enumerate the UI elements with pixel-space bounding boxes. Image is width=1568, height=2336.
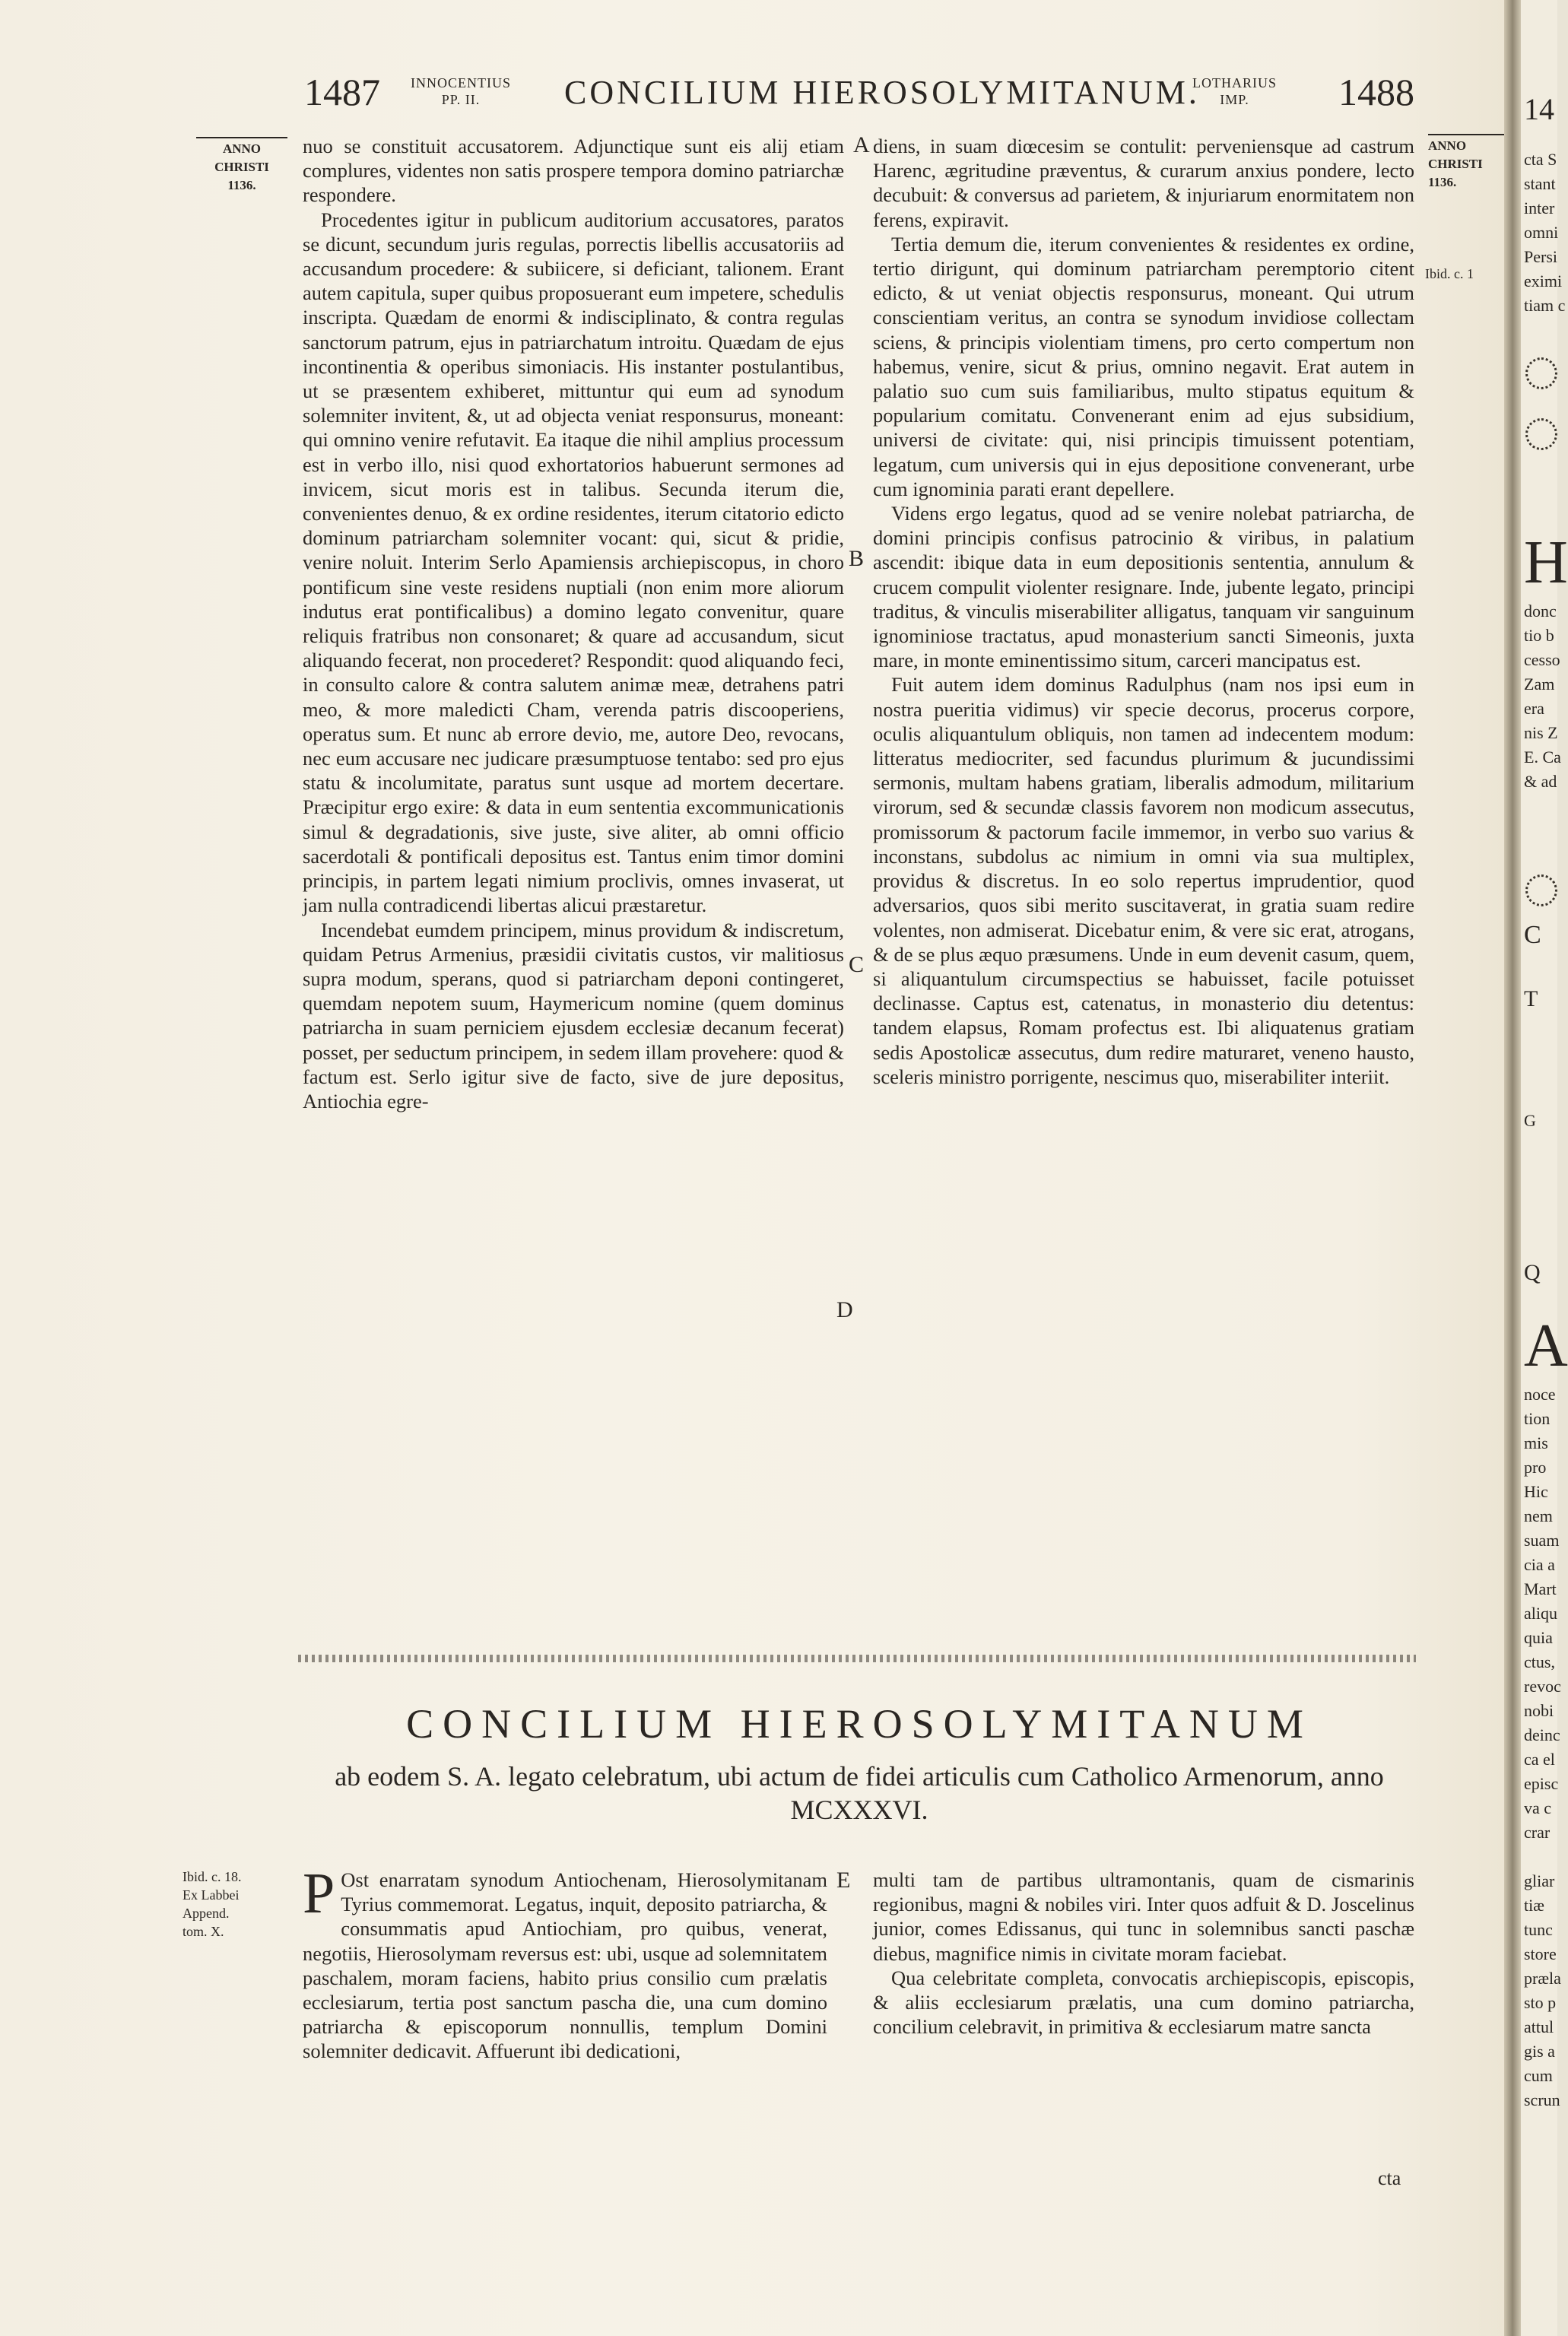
fragment: sto p: [1524, 1993, 1557, 2012]
fragment: nem: [1524, 1506, 1553, 1525]
fragment: cta S: [1524, 150, 1557, 169]
paragraph: Tertia demum die, iterum convenientes & residentes ex ordine, tertio dirigunt, qui dominum patriarcham peremptorio citent edicto, & ut veniat objectis responsurus, moneant. Qui utrum conscientiam veritus, an contra se synodum invidiose collectam sciens, & principis violentiam timens, pro certo compertum non habemus, venire, sicut & prius, omnino negavit. Erat autem in palatio suo cum suis familiaribus, multo stipatus equitum & popularium comitatu. Convenerant enim ad ejus subsidium, universi de civitate: qui, nisi principis timuissent potentiam, legatum, cum universis qui in ejus depositione convenerant, urbe cum ignominia parati erant depellere.: [873, 232, 1414, 500]
running-header: [304, 70, 1414, 131]
fragment: store: [1524, 1944, 1557, 1963]
anno-word: ANNO: [222, 141, 262, 156]
fragment: gliar: [1524, 1871, 1555, 1890]
fragment: tiæ: [1524, 1896, 1544, 1915]
paragraph: Procedentes igitur in publicum auditorium accusatores, paratos se dicunt, secundum juris regulas, porrectis libellis accusatoriis ad accusandum procedere: & subiicere, si deficiant, talionem. Erant autem capitula, super quibus proposuerant eum impetere, schedulis inscripta. Quædam de enormi & indisciplinato, & contra regulas sanctorum patrum, ejus in patriarchatum introitu. Quædam de ejus incontinentia & operibus simoniacis. His instanter postulantibus, ut se præsentem exhiberet, mittuntur qui eum ad synodum solemniter invitent, &, ut ad objecta veniat responsurus, moneant: qui omnino venire refutavit. Ea itaque die nihil amplius processum est in verbo illo, nisi quod exhortatorios habuerunt sermones ad invicem, sicut moris est in talibus. Secunda iterum die, convenientes denuo, & ex ordine residentes, iterum citatorio edicto dominum patriarcham solemniter vocant: qui, sicut & pridie, venire noluit. Interim Serlo Apamiensis archiepiscopus, in choro pontificum sine veste residens nuptiali (non enim more aliorum indutus erat pontificalibus) a domino legato convenitur, quare reliquis fratribus non consonaret; & quare ad accusandum, sicut aliquando fecerat, non procederet? Respondit: quod aliquando feci, in consulto calore & contra salutem animæ meæ, detrahens patri meo, & more maledicti Cham, verenda patris discooperiens, operatus sum. Et nunc ab errore devio, me, autore Deo, revocans, nec eum accusare nec judicare præsumptuose tentabo: sed pro ejus statu & incolumitate, paratus sunt usque ad mortem decertare. Præcipitur ergo exire: & data in eum sententia excommunicationis simul & degradationis, sive juste, sive aliter, ab omni officio sacerdotali & pontificali depositus est. Tantus enim timor domini principis, in partem legati nimium proclivis, omnes invaserat, ut jam nulla contradicendi libertas alicui præstaretur.: [303, 208, 844, 917]
fragment-initial: A: [1524, 1312, 1568, 1379]
fragment: cesso: [1524, 650, 1560, 669]
ornamental-rule: [298, 1655, 1416, 1662]
sidenote-line: Ex Labbei: [183, 1887, 240, 1903]
anno-christi-left: [196, 137, 287, 195]
sidenote-line: Ibid. c. 18.: [183, 1869, 242, 1884]
fragment: cia a: [1524, 1555, 1555, 1574]
fragment: nobi: [1524, 1701, 1554, 1720]
fragment: inter: [1524, 198, 1555, 217]
header-pope: [411, 75, 511, 108]
fragment: scrun: [1524, 2090, 1560, 2109]
fragment-initial: H: [1524, 529, 1568, 596]
sidenote-line: tom. X.: [183, 1924, 224, 1939]
drop-capital: P: [303, 1862, 335, 1925]
column-left: [303, 134, 844, 1113]
fragment: donc: [1524, 601, 1557, 620]
paragraph: Incendebat eumdem principem, minus providum & indiscretum, quidam Petrus Armenius, præsidii civitatis custos, vir malitiosus supra modum, sperans, quod si patriarcham deponi contingeret, quemdam nepotem suum, Haymericum nomine (quem dominus patriarcha in suam perniciem ejusdem ecclesiæ decanum fecerat) posset, per seductum principem, in sedem illam provehere: quod & factum est. Serlo igitur sive de facto, sive de jure depositus, Antiochia egre-: [303, 918, 844, 1112]
fragment: eximi: [1524, 271, 1563, 290]
fragment: Hic: [1524, 1482, 1548, 1501]
fragment: T: [1524, 986, 1538, 1011]
christi-word: CHRISTI: [214, 160, 269, 174]
header-pope-title: PP. II.: [441, 92, 481, 107]
margin-marker-d: D: [836, 1297, 853, 1322]
floral-ornament: [1525, 418, 1557, 450]
fragment: episc: [1524, 1774, 1559, 1793]
fragment: era: [1524, 699, 1544, 718]
header-title: CONCILIUM HIEROSOLYMITANUM.: [564, 74, 1200, 111]
fragment: C: [1524, 921, 1541, 949]
fragment: aliqu: [1524, 1604, 1557, 1623]
anno-year: 1136.: [227, 178, 256, 192]
fragment: G: [1524, 1111, 1536, 1130]
page-number-left: 1487: [304, 71, 380, 113]
bottom-column-left: [303, 1862, 827, 2064]
fragment: tio b: [1524, 626, 1554, 645]
fragment: omni: [1524, 223, 1559, 242]
fragment: pro: [1524, 1458, 1547, 1477]
fragment: cum: [1524, 2066, 1553, 2085]
fragment: revoc: [1524, 1677, 1561, 1696]
catchword: cta: [1378, 2167, 1401, 2189]
fragment: va c: [1524, 1798, 1552, 1817]
fragment: & ad: [1524, 772, 1557, 791]
fragment: Mart: [1524, 1579, 1557, 1598]
header-emperor: [1192, 75, 1277, 108]
fragment: Q: [1524, 1260, 1541, 1285]
floral-ornament: [1525, 357, 1557, 389]
paragraph: Fuit autem idem dominus Radulphus (nam nos ipsi eum in nostra pueritia vidimus) vir specie decorus, procerus corpore, oculis aliquantulum obliquis, non tamen ad indecentem modum: litteratus mediocriter, sed facundus plurimum & jucundissimi sermonis, multam habens gratiam, liberalis admodum, militarium virorum, sed & secundæ classis favorem non modicum assecutus, promissorum & pactorum facile immemor, in verbo suo varius & inconstans, subdolus ac nimium in omni via sua multiplex, providus & discretus. In eo solo repertus imprudentior, quod adversarios, quos sibi merito suscitaverat, in gratia suam redire volentes, non admiserat. Dicebatur enim, & vere sic erat, atrogans, & de se plus æquo præsumens. Unde in eum devenit casum, quem, si aliquantulum circumspectius se habuisset, facile potuisset declinasse. Captus est, catenatus, in monasterio diu detentus: tandem elapsus, Romam profectus est. Ibi aliquatenus gratiam sedis Apostolicæ assecutus, dum redire maturaret, veneno hausto, sceleris ministro porrigente, nescimus quo, miserabiliter interiit.: [873, 673, 1414, 1088]
fragment: suam: [1524, 1531, 1560, 1550]
paragraph: Videns ergo legatus, quod ad se venire nolebat patriarcha, de domini principis confisus patrocinio & viribus, in palatium ascendit: ibique data in eum depositionis sententia, annulum & crucem compulit violenter resignare. Inde, jubente legato, principi traditus, & vinculis miserabiliter alligatus, tanquam vir sanguinum ignominiose tractatus, apud monasterium sancti Simeonis, juxta mare, in monte eminentissimo situm, carceri mancipatus est.: [873, 502, 1414, 672]
fragment: ca el: [1524, 1750, 1555, 1769]
book-gutter: [1504, 0, 1521, 2336]
margin-marker-a: A: [853, 132, 870, 157]
fragment: gis a: [1524, 2042, 1555, 2061]
christi-word: CHRISTI: [1428, 157, 1483, 171]
header-emperor-name: LOTHARIUS: [1192, 75, 1277, 90]
bottom-column-right: [873, 1868, 1414, 2039]
margin-marker-e: E: [836, 1868, 851, 1893]
header-emperor-title: IMP.: [1220, 92, 1249, 107]
fragment: attul: [1524, 2017, 1554, 2036]
paragraph: multi tam de partibus ultramontanis, quam de cismarinis regionibus, magni & nobiles viri. Inter quos adfuit & D. Joscelinus junior, comes Edissanus, qui tunc in solemnibus sancti paschæ diebus, magnifice nimis in civitate moram faciebat.: [873, 1868, 1414, 1965]
fragment: deinc: [1524, 1725, 1560, 1744]
sidenote-line: Append.: [183, 1906, 230, 1921]
paragraph: Qua celebritate completa, convocatis archiepiscopis, episcopis, & aliis ecclesiarum prælatis, una cum domino patriarcha, concilium celebravit, in primitiva & ecclesiarum matre sancta: [873, 1966, 1414, 2039]
fragment: ctus,: [1524, 1652, 1555, 1671]
anno-word: ANNO: [1428, 138, 1467, 153]
anno-christi-right: [1428, 134, 1504, 192]
paragraph: nuo se constituit accusatorem. Adjunctique sunt eis alij etiam complures, videntes non satis prospere tempora domino patriarchæ respondere.: [303, 135, 844, 207]
council-subtitle: ab eodem S. A. legato celebratum, ubi actum de fidei articulis cum Catholico Armenorum, anno MCXXXVI.: [335, 1761, 1384, 1825]
fragment: E. Ca: [1524, 747, 1561, 766]
fragment: Persi: [1524, 247, 1557, 266]
council-title: CONCILIUM HIEROSOLYMITANUM: [406, 1701, 1312, 1747]
fragment: noce: [1524, 1385, 1556, 1404]
next-page-edge: [1521, 0, 1568, 2336]
fragment: Zam: [1524, 674, 1555, 694]
sidenote-ibid: Ibid. c. 1: [1425, 266, 1474, 281]
fragment: tion: [1524, 1409, 1551, 1428]
margin-marker-b: B: [849, 546, 865, 571]
fragment: stant: [1524, 174, 1556, 193]
fragment: quia: [1524, 1628, 1553, 1647]
fragment: præla: [1524, 1969, 1561, 1988]
fragment: tiam c: [1524, 296, 1566, 315]
margin-marker-c: C: [849, 952, 865, 977]
fragment: 14: [1524, 92, 1554, 126]
floral-ornament: [1525, 874, 1557, 906]
paragraph: diens, in suam diœcesim se contulit: perveniensque ad castrum Harenc, ægritudine præventus, & curarum anxius pondere, lecto decubuit: & conversus ad parietem, & injuriarum enormitatem non ferens, expiravit.: [873, 135, 1414, 231]
header-pope-name: INNOCENTIUS: [411, 75, 511, 90]
anno-year: 1136.: [1428, 175, 1457, 189]
fragment: mis: [1524, 1433, 1548, 1452]
fragment: crar: [1524, 1823, 1551, 1842]
paragraph: [303, 1862, 827, 2064]
sidenote-source: [183, 1868, 289, 1941]
fragment: tunc: [1524, 1920, 1553, 1939]
page-number-right: 1488: [1338, 71, 1414, 113]
column-right: [873, 134, 1414, 1089]
fragment: nis Z: [1524, 723, 1558, 742]
paragraph-text: Ost enarratam synodum Antiochenam, Hierosolymitanam Tyrius commemorat. Legatus, inquit, deposito patriarcha, & consummatis apud Antiochiam, pro quibus, venerat, negotiis, Hierosolymam reversus est: ubi, usque ad solemnitatem paschalem, moram faciens, habito prius consilio cum prælatis ecclesiarum, tertia post sanctum pascha die, una cum domino patriarcha & episcoporum nonnullis, templum Domini solemniter dedicavit. Affuerunt ibi dedicationi,: [303, 1868, 827, 2063]
